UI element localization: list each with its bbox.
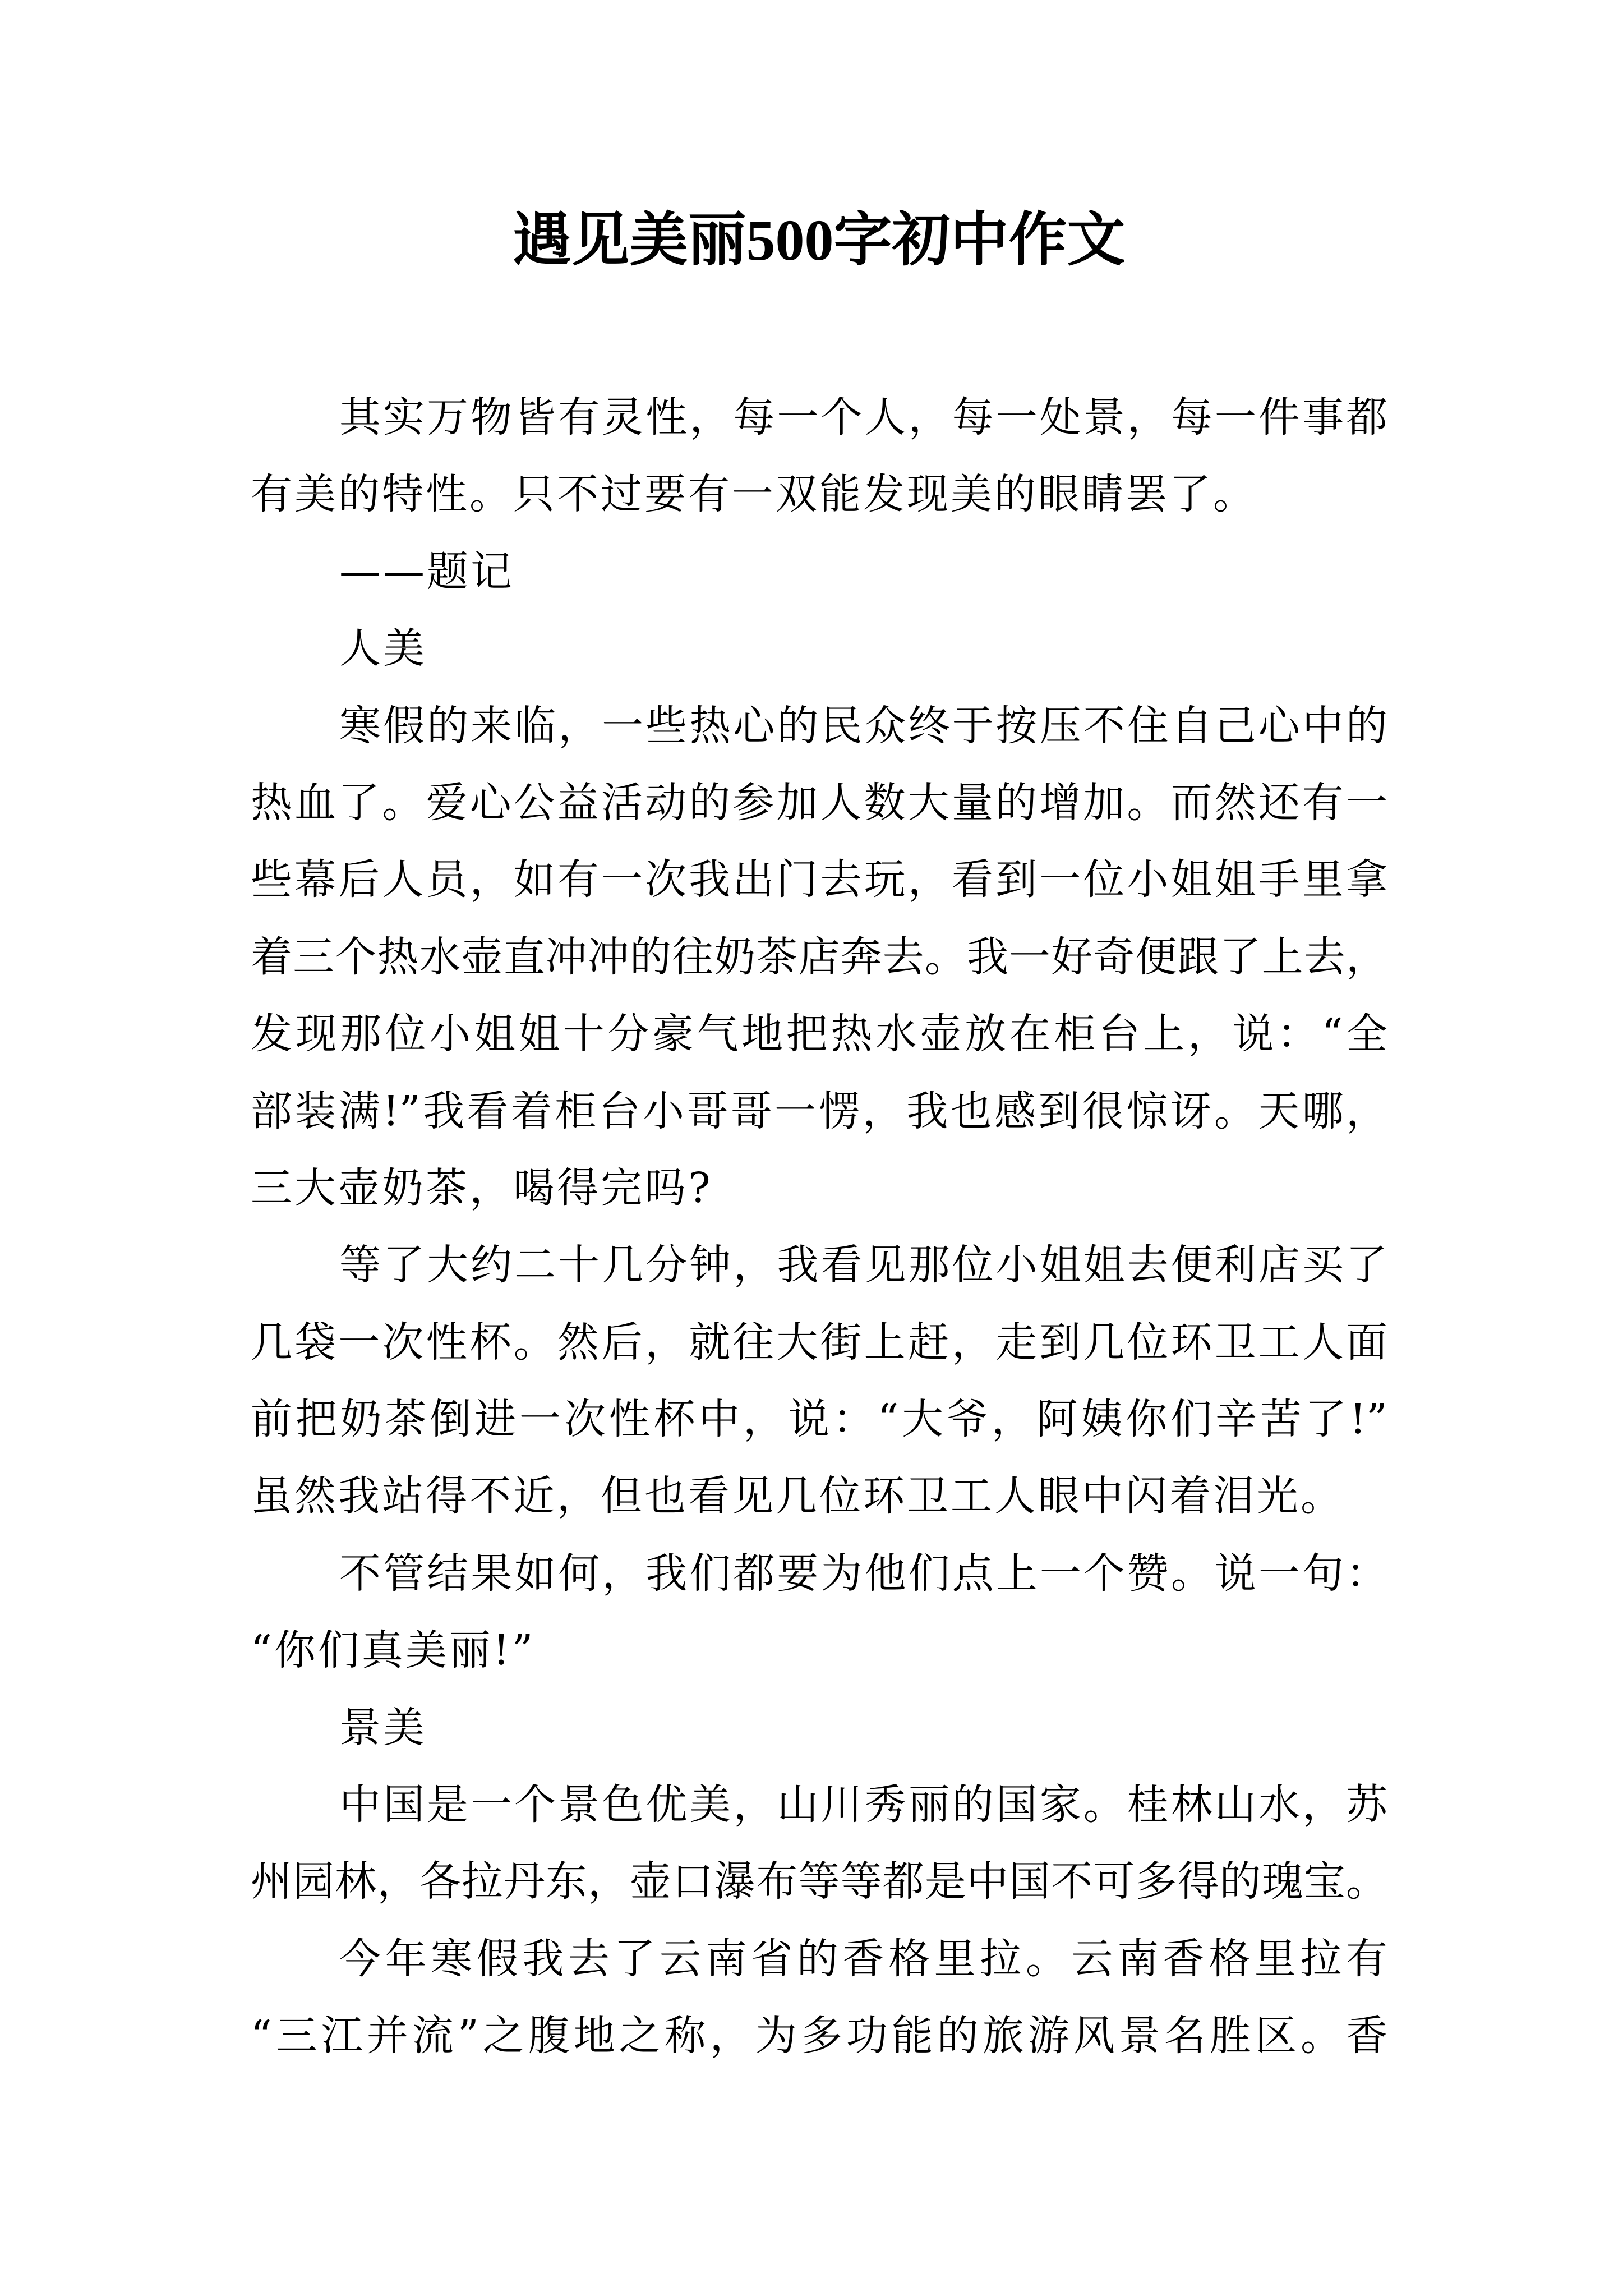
paragraph-line: 虽然我站得不近，但也看见几位环卫工人眼中闪着泪光。 — [251, 1472, 1344, 1521]
paragraph-line: 几袋一次性杯。然后，就往大街上赶，走到几位环卫工人面 — [251, 1318, 1387, 1366]
epigraph-attribution — [251, 533, 1387, 610]
paragraph-line: 前把奶茶倒进一次性杯中，说：“大爷，阿姨你们辛苦了!” — [251, 1395, 1387, 1444]
document-title: 遇见美丽500字初中作文 — [513, 208, 1126, 273]
paragraph — [251, 1227, 1387, 1535]
epigraph-attribution-line: ——题记 — [339, 547, 514, 596]
essay-body — [251, 379, 1387, 2075]
paragraph-line: 着三个热水壶直冲冲的往奶茶店奔去。我一好奇便跟了上去， — [251, 932, 1387, 981]
paragraph-line: 中国是一个景色优美，山川秀丽的国家。桂林山水，苏 — [339, 1780, 1387, 1829]
section-heading: 人美 — [339, 624, 427, 673]
paragraph — [251, 1766, 1387, 1921]
paragraph-line: 三大壶奶茶，喝得完吗? — [251, 1163, 713, 1212]
section-heading-people — [251, 610, 1387, 687]
section-heading: 景美 — [339, 1703, 427, 1752]
paragraph-line: 不管结果如何，我们都要为他们点上一个赞。说一句： — [339, 1549, 1387, 1598]
epigraph — [251, 379, 1387, 533]
paragraph — [251, 688, 1387, 1227]
paragraph-line: 今年寒假我去了云南省的香格里拉。云南香格里拉有 — [339, 1934, 1387, 1983]
paragraph-line: “你们真美丽!” — [251, 1626, 536, 1675]
epigraph-line: 其实万物皆有灵性，每一个人，每一处景，每一件事都 — [339, 393, 1387, 441]
paragraph-line: 部装满!”我看着柜台小哥哥一愣，我也感到很惊讶。天哪， — [251, 1087, 1387, 1135]
paragraph-line: 热血了。爱心公益活动的参加人数大量的增加。而然还有一 — [251, 778, 1387, 827]
paragraph-line: 等了大约二十几分钟，我看见那位小姐姐去便利店买了 — [339, 1241, 1387, 1290]
paragraph-line: 些幕后人员，如有一次我出门去玩，看到一位小姐姐手里拿 — [251, 855, 1387, 904]
paragraph-line: 州园林，各拉丹东，壶口瀑布等等都是中国不可多得的瑰宝。 — [251, 1857, 1387, 1906]
epigraph-line: 有美的特性。只不过要有一双能发现美的眼睛罢了。 — [251, 470, 1257, 519]
section-heading-scenery — [251, 1690, 1387, 1766]
paragraph-line: “三江并流”之腹地之称，为多功能的旅游风景名胜区。香 — [251, 2012, 1387, 2060]
paragraph — [251, 1535, 1387, 1690]
paragraph-line: 寒假的来临，一些热心的民众终于按压不住自己心中的 — [339, 701, 1387, 750]
paragraph-line: 发现那位小姐姐十分豪气地把热水壶放在柜台上，说：“全 — [251, 1010, 1387, 1059]
paragraph — [251, 1921, 1387, 2075]
